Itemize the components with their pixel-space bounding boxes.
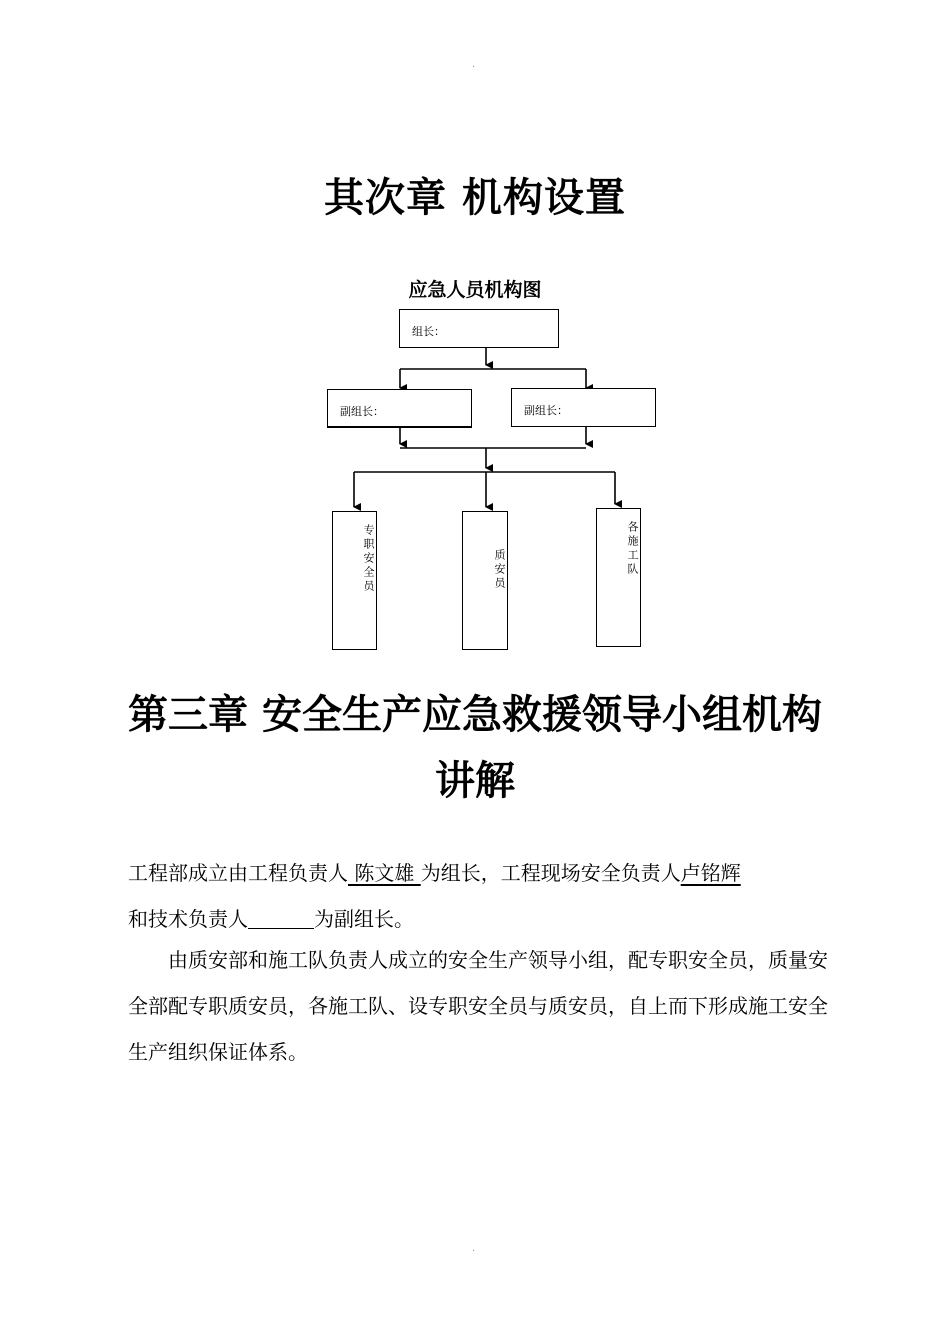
deputy-right-label: 副组长： — [524, 404, 568, 417]
leader-box — [399, 309, 559, 348]
p1-text-b: 为组长，工程现场安全负责人 — [420, 861, 681, 885]
staff-quality-label: 质安员 — [493, 549, 506, 591]
p1-blank — [248, 908, 314, 929]
footer-mark: · — [472, 1246, 476, 1257]
p1-text-d: 为副组长。 — [314, 907, 414, 931]
p1-text-a: 工程部成立由工程负责人 — [128, 861, 348, 885]
staff-quality-box — [462, 511, 508, 650]
deputy-left-box — [327, 389, 472, 428]
staff-teams-box — [596, 508, 641, 647]
staff-safety-box — [332, 511, 377, 650]
staff-teams-label: 各施工队 — [626, 521, 639, 577]
p1-name-deputy: 卢铭辉 — [680, 861, 741, 885]
staff-safety-label: 专职安全员 — [362, 524, 375, 594]
header-mark: · — [472, 62, 476, 73]
body-paragraph-1 — [128, 850, 828, 942]
p1-name-leader: 陈文雄 — [348, 861, 421, 885]
deputy-right-box — [511, 388, 656, 427]
p1-text-c: 和技术负责人 — [128, 907, 248, 931]
deputy-left-label: 副组长： — [340, 405, 384, 418]
chapter3-title: 第三章 安全生产应急救援领导小组机构讲解 — [128, 692, 822, 804]
body-paragraph-2: 由质安部和施工队负责人成立的安全生产领导小组，配专职安全员，质量安全部配专职质安员，各施工队、设专职安全员与质安员，自上而下形成施工安全生产组织保证体系。 — [128, 948, 828, 1064]
org-chart-title: 应急人员机构图 — [408, 279, 542, 301]
leader-label: 组长： — [412, 325, 445, 338]
chapter2-title: 其次章 机构设置 — [324, 175, 626, 221]
